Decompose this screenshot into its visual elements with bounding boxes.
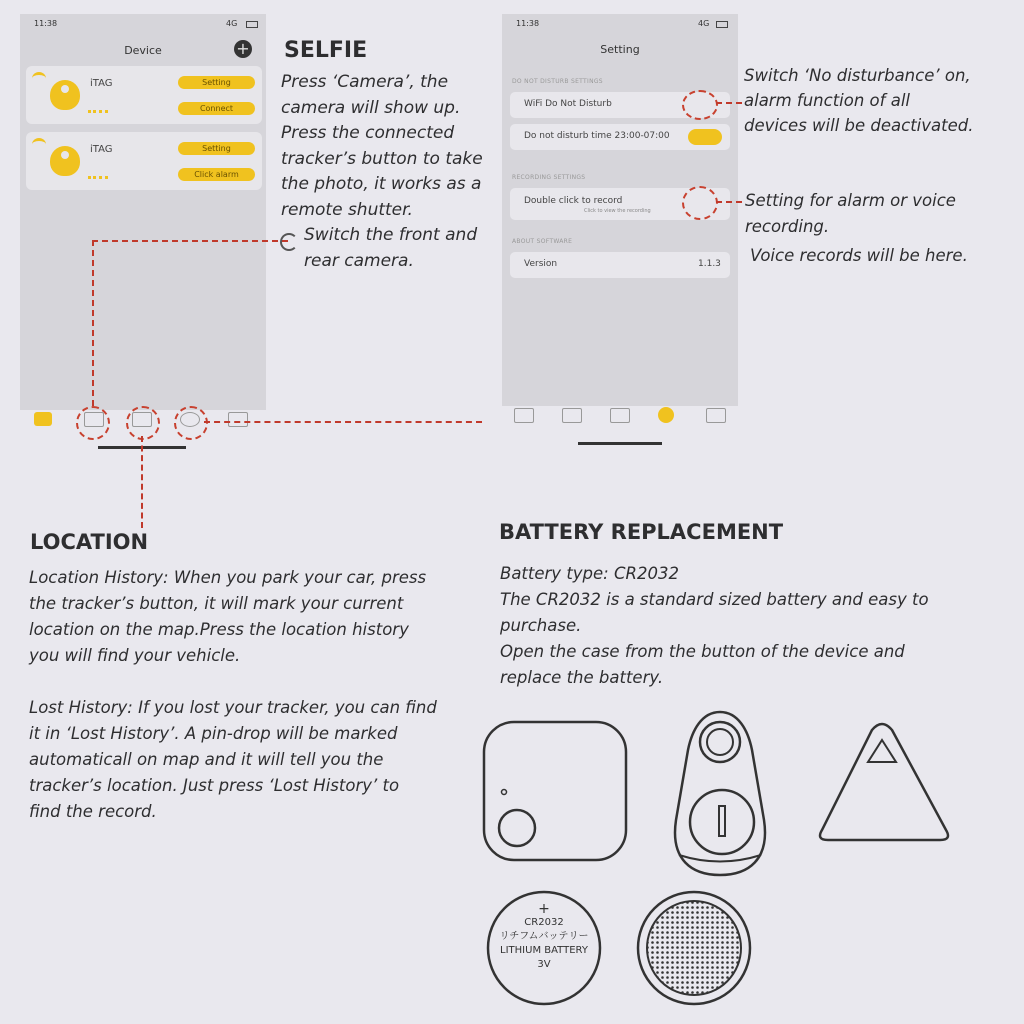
- location-line: the tracker’s button, it will mark your current: [29, 594, 404, 613]
- lost-history-tab-icon[interactable]: [706, 408, 726, 423]
- selfie-line: camera will show up.: [281, 97, 461, 118]
- right-tab-bar: [502, 404, 738, 434]
- battery-plus-label: +: [538, 901, 550, 917]
- selfie-title: SELFIE: [284, 38, 368, 63]
- dnd-time-label: Do not disturb time 23:00-07:00: [524, 131, 670, 141]
- record-highlight: [682, 186, 718, 220]
- note-line: recording.: [745, 217, 830, 236]
- battery-line: purchase.: [500, 616, 582, 635]
- location-line: it in ‘Lost History’. A pin-drop will be marked: [29, 724, 398, 743]
- wifi-icon: [32, 138, 46, 151]
- record-connector: [716, 201, 742, 203]
- version-label: Version: [524, 259, 558, 269]
- signal-bars-icon: [88, 166, 108, 179]
- setting-tab-highlight: [174, 406, 208, 440]
- version-row: [510, 252, 730, 278]
- switch-camera-icon: [280, 233, 298, 251]
- location-line: Location History: When you park your car, press: [29, 568, 427, 587]
- coin-battery-labels: [494, 902, 594, 972]
- setting-tab-icon[interactable]: [658, 407, 674, 423]
- location-line: find the record.: [29, 802, 157, 821]
- speaker-grille-illustration: [638, 892, 750, 1004]
- version-value: 1.1.3: [698, 259, 721, 269]
- battery-line: replace the battery.: [500, 668, 664, 687]
- battery-text: [500, 561, 929, 691]
- setting-connector: [204, 421, 482, 423]
- setting-screen-title: Setting: [600, 43, 640, 56]
- selfie-body: [281, 70, 483, 223]
- dnd-highlight: [682, 90, 718, 120]
- camera-tab-highlight: [76, 406, 110, 440]
- lost-history-text: [29, 695, 437, 825]
- status-time: 11:38: [34, 19, 58, 28]
- location-line: location on the map.Press the location history: [29, 620, 409, 639]
- battery-type-label: LITHIUM BATTERY: [500, 945, 588, 956]
- device-screen-title: Device: [124, 44, 162, 57]
- battery-line: The CR2032 is a standard sized battery and easy to: [500, 590, 929, 609]
- voice-note: Voice records will be here.: [750, 246, 968, 265]
- location-tab-icon[interactable]: [610, 408, 630, 423]
- status-time: 11:38: [516, 19, 540, 28]
- connect-button[interactable]: Connect: [178, 102, 255, 115]
- record-note: [745, 188, 956, 240]
- selfie-line: Press the connected: [281, 123, 455, 143]
- add-device-icon[interactable]: +: [234, 40, 252, 58]
- device-name: iTAG: [90, 78, 113, 89]
- battery-title: BATTERY REPLACEMENT: [499, 520, 784, 544]
- battery-model-label: CR2032: [524, 917, 564, 928]
- itag-hole-icon: [61, 151, 69, 159]
- location-line: you will find your vehicle.: [29, 646, 241, 665]
- square-tracker-illustration: [484, 722, 626, 860]
- location-history-text: [29, 565, 426, 669]
- note-line: alarm function of all: [744, 91, 910, 110]
- device-name: iTAG: [90, 144, 113, 155]
- battery-line: Open the case from the button of the device and: [500, 642, 905, 661]
- switch-line: rear camera.: [304, 250, 414, 271]
- battery-jp-label: リチフムバッテリー: [499, 931, 589, 942]
- setting-button[interactable]: Setting: [178, 76, 255, 89]
- dnd-connector: [716, 102, 742, 104]
- setting-button[interactable]: Setting: [178, 142, 255, 155]
- location-line: tracker’s location. Just press ‘Lost History’ to: [29, 776, 400, 795]
- signal-bars-icon: [88, 100, 108, 113]
- switch-line: Switch the front and: [304, 225, 478, 245]
- note-line: Setting for alarm or voice: [745, 191, 956, 210]
- camera-connector: [92, 240, 94, 406]
- section-header: ABOUT SOFTWARE: [512, 238, 573, 245]
- note-line: Switch ‘No disturbance’ on,: [744, 66, 971, 85]
- click-alarm-button[interactable]: Click alarm: [178, 168, 255, 181]
- record-sublabel: Click to view the recording: [584, 208, 651, 214]
- battery-voltage-label: 3V: [537, 959, 551, 970]
- location-tab-highlight: [126, 406, 160, 440]
- selfie-line: remote shutter.: [281, 199, 413, 220]
- selfie-line: tracker’s button to take: [281, 148, 483, 169]
- location-title: LOCATION: [30, 530, 149, 554]
- home-indicator: [578, 442, 662, 445]
- note-line: devices will be deactivated.: [744, 116, 974, 135]
- device-tab-icon[interactable]: [514, 408, 534, 423]
- location-connector: [141, 436, 143, 528]
- device-card[interactable]: [26, 132, 262, 190]
- triangle-tracker-illustration: [820, 724, 948, 840]
- dnd-note: [744, 63, 973, 138]
- selfie-line: the photo, it works as a: [281, 174, 482, 194]
- status-signal: 4G: [226, 19, 238, 28]
- dnd-time-row[interactable]: [510, 124, 730, 150]
- lost-history-tab-icon[interactable]: [228, 412, 248, 427]
- record-label: Double click to record: [524, 196, 623, 206]
- status-signal: 4G: [698, 19, 710, 28]
- section-header: DO NOT DISTURB SETTINGS: [512, 78, 603, 85]
- device-card[interactable]: [26, 66, 262, 124]
- wifi-icon: [32, 72, 46, 85]
- section-header: RECORDING SETTINGS: [512, 174, 586, 181]
- dnd-toggle[interactable]: [688, 129, 722, 145]
- itag-hole-icon: [61, 85, 69, 93]
- device-tab-icon[interactable]: [34, 412, 52, 426]
- battery-status-icon: [246, 21, 258, 28]
- switch-camera-text: [304, 223, 477, 274]
- battery-line: Battery type: CR2032: [500, 564, 679, 583]
- location-line: automaticall on map and it will tell you the: [29, 750, 384, 769]
- camera-connector: [92, 240, 288, 242]
- location-line: Lost History: If you lost your tracker, you can find: [29, 698, 437, 717]
- teardrop-tracker-illustration: [675, 712, 765, 875]
- device-illustrations: [470, 700, 970, 1020]
- selfie-line: Press ‘Camera’, the: [281, 72, 449, 92]
- camera-tab-icon[interactable]: [562, 408, 582, 423]
- device-screen: [20, 14, 266, 410]
- wifi-dnd-label: WiFi Do Not Disturb: [524, 99, 612, 109]
- battery-status-icon: [716, 21, 728, 28]
